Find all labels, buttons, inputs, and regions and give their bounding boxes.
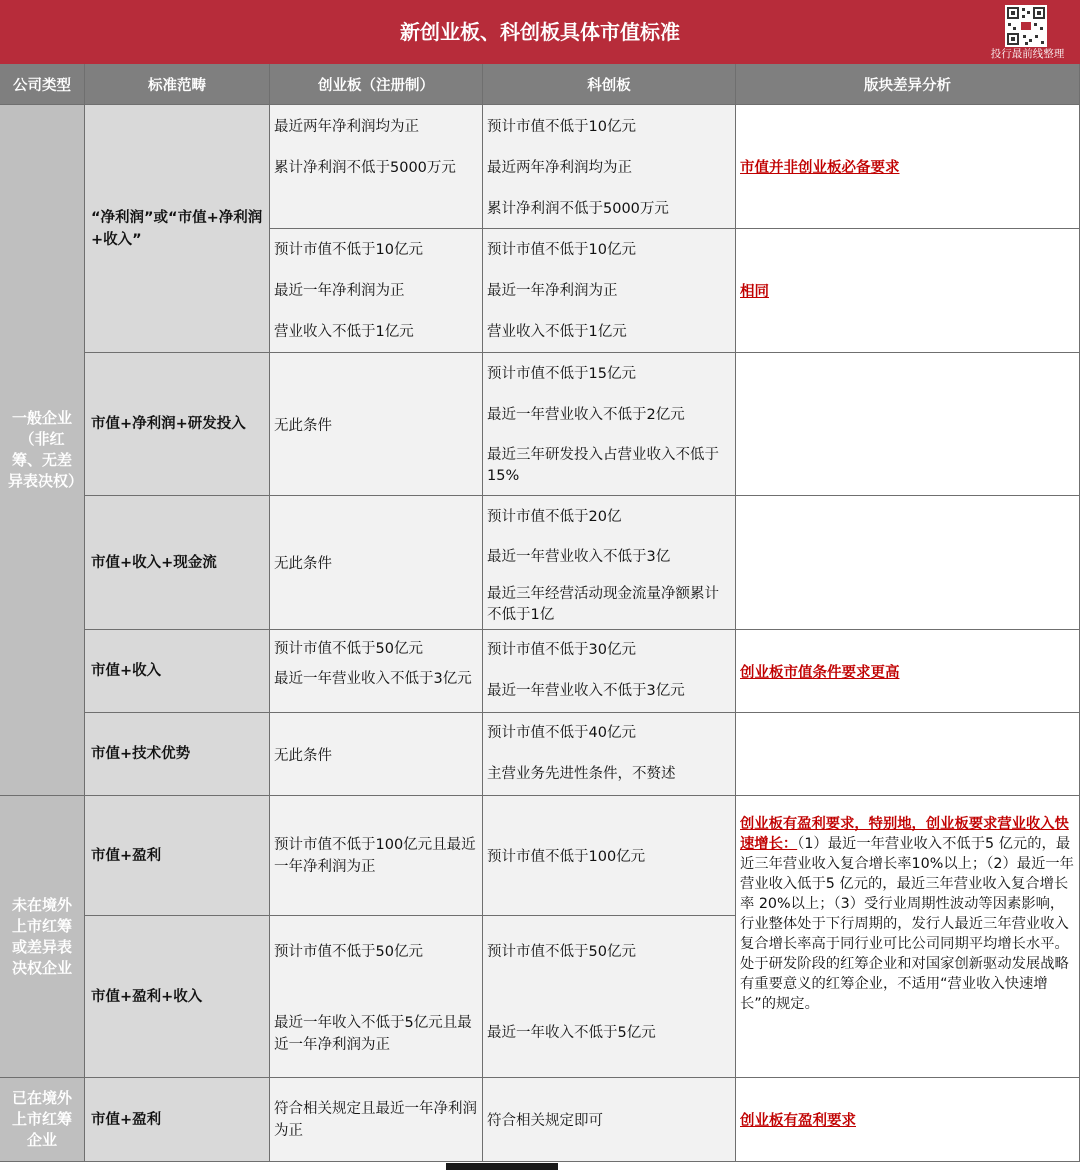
diff-text: 市值并非创业板必备要求 xyxy=(740,160,900,176)
star-line: 最近一年营业收入不低于3亿 xyxy=(487,549,671,565)
diff-text: 创业板市值条件要求更高 xyxy=(740,664,900,681)
star-line: 最近一年营业收入不低于2亿元 xyxy=(487,407,685,423)
standard-profit-abroad: 市值+盈利 xyxy=(85,1078,270,1162)
star-cell xyxy=(483,229,736,353)
star-line: 预计市值不低于10亿元 xyxy=(487,242,636,258)
star-line: 最近三年研发投入占营业收入不低于15% xyxy=(487,447,719,484)
company-type-not-listed-abroad: 未在境外上市红筹或差异表决权企业 xyxy=(0,796,85,1078)
chinext-line: 无此条件 xyxy=(274,556,332,572)
chinext-line: 累计净利润不低于5000万元 xyxy=(274,160,456,176)
chinext-cell xyxy=(270,796,483,916)
star-line: 符合相关规定即可 xyxy=(487,1113,603,1129)
star-line: 预计市值不低于20亿 xyxy=(487,509,622,525)
star-line: 预计市值不低于50亿元 xyxy=(487,944,636,960)
star-cell xyxy=(483,1078,736,1162)
star-line: 最近三年经营活动现金流量净额累计不低于1亿 xyxy=(487,586,719,623)
star-line: 预计市值不低于30亿元 xyxy=(487,642,636,658)
standard-net-profit: “净利润”或“市值+净利润+收入” xyxy=(85,105,270,353)
star-line: 预计市值不低于100亿元 xyxy=(487,849,646,865)
star-line: 预计市值不低于15亿元 xyxy=(487,366,636,382)
chinext-line: 预计市值不低于100亿元且最近一年净利润为正 xyxy=(274,836,476,875)
star-line: 预计市值不低于40亿元 xyxy=(487,725,636,741)
star-cell xyxy=(483,353,736,496)
standard-revenue: 市值+收入 xyxy=(85,630,270,713)
star-line: 营业收入不低于1亿元 xyxy=(487,324,627,340)
diff-cell xyxy=(736,229,1080,353)
diff-highlight: 创业板有盈利要求，特别地，创业板要求营业收入快速增长： xyxy=(740,816,1069,852)
diff-text: 创业板有盈利要求 xyxy=(740,1113,856,1129)
company-type-general: 一般企业（非红筹、无差异表决权） xyxy=(0,105,85,796)
chinext-line: 营业收入不低于1亿元 xyxy=(274,324,414,340)
chinext-line: 最近一年收入不低于5亿元且最近一年净利润为正 xyxy=(274,1015,472,1053)
standard-profit: 市值+盈利 xyxy=(85,796,270,916)
star-cell xyxy=(483,713,736,796)
diff-merged-text xyxy=(740,814,1075,1014)
diff-cell xyxy=(736,496,1080,630)
chinext-line: 最近两年净利润均为正 xyxy=(274,119,419,135)
star-line: 最近两年净利润均为正 xyxy=(487,160,632,176)
chinext-line: 符合相关规定且最近一年净利润为正 xyxy=(274,1100,477,1139)
qr-caption: 投行最前线整理 xyxy=(990,48,1065,60)
chinext-cell xyxy=(270,496,483,630)
diff-cell xyxy=(736,713,1080,796)
star-line: 累计净利润不低于5000万元 xyxy=(487,201,669,217)
star-cell xyxy=(483,796,736,916)
star-cell xyxy=(483,630,736,713)
header-standard: 标准范畴 xyxy=(85,64,270,105)
diff-cell xyxy=(736,1078,1080,1162)
chinext-line: 预计市值不低于50亿元 xyxy=(274,641,423,657)
diff-cell xyxy=(736,630,1080,713)
qr-code-icon xyxy=(1005,5,1047,47)
chinext-line: 最近一年净利润为正 xyxy=(274,283,405,299)
chinext-line: 预计市值不低于50亿元 xyxy=(274,944,423,960)
header-difference: 版块差异分析 xyxy=(736,64,1080,105)
diff-body: （1）最近一年营业收入不低于5 亿元的，最近三年营业收入复合增长率10%以上；（2）最近一年营业收入低于5 亿元的，最近三年营业收入复合增长率 20%以上；（3）受行业周期性波动等因素影响，行业整体处于下行周期的，发行人最近三年营业收入复合增长率高于同行业可比公司同期平均增长水平。处于研发阶段的红筹企业和对国家创新驱动发展战略有重要意义的红筹企业，不适用“营业收入快速增长”的规定。 xyxy=(740,836,1074,1012)
chinext-line: 最近一年营业收入不低于3亿元 xyxy=(274,671,472,687)
star-line: 主营业务先进性条件，不赘述 xyxy=(487,766,676,782)
cropped-text-fragment xyxy=(446,1163,558,1170)
diff-merged-cell xyxy=(736,796,1080,1078)
company-type-listed-abroad: 已在境外上市红筹企业 xyxy=(0,1078,85,1162)
star-cell xyxy=(483,496,736,630)
chinext-line: 预计市值不低于10亿元 xyxy=(274,242,423,258)
chinext-cell xyxy=(270,353,483,496)
star-line: 预计市值不低于10亿元 xyxy=(487,119,636,135)
standard-profit-revenue: 市值+盈利+收入 xyxy=(85,916,270,1078)
star-line: 最近一年收入不低于5亿元 xyxy=(487,1025,656,1041)
chinext-line: 无此条件 xyxy=(274,747,332,764)
standard-tech: 市值+技术优势 xyxy=(85,713,270,796)
star-line: 最近一年营业收入不低于3亿元 xyxy=(487,683,685,699)
header-star-market: 科创板 xyxy=(483,64,736,105)
diff-cell xyxy=(736,353,1080,496)
chinext-cell xyxy=(270,105,483,229)
standard-cashflow: 市值+收入+现金流 xyxy=(85,496,270,630)
chinext-cell xyxy=(270,713,483,796)
star-cell xyxy=(483,916,736,1078)
star-line: 最近一年净利润为正 xyxy=(487,283,618,299)
chinext-line: 无此条件 xyxy=(274,417,332,434)
chinext-cell xyxy=(270,229,483,353)
star-cell xyxy=(483,105,736,229)
header-company-type: 公司类型 xyxy=(0,64,85,105)
page-title: 新创业板、科创板具体市值标准 xyxy=(400,20,680,44)
chinext-cell xyxy=(270,1078,483,1162)
chinext-cell xyxy=(270,630,483,713)
chinext-cell xyxy=(270,916,483,1078)
standard-rd: 市值+净利润+研发投入 xyxy=(85,353,270,496)
diff-text: 相同 xyxy=(740,284,769,300)
header-chinext: 创业板（注册制） xyxy=(270,64,483,105)
diff-cell xyxy=(736,105,1080,229)
